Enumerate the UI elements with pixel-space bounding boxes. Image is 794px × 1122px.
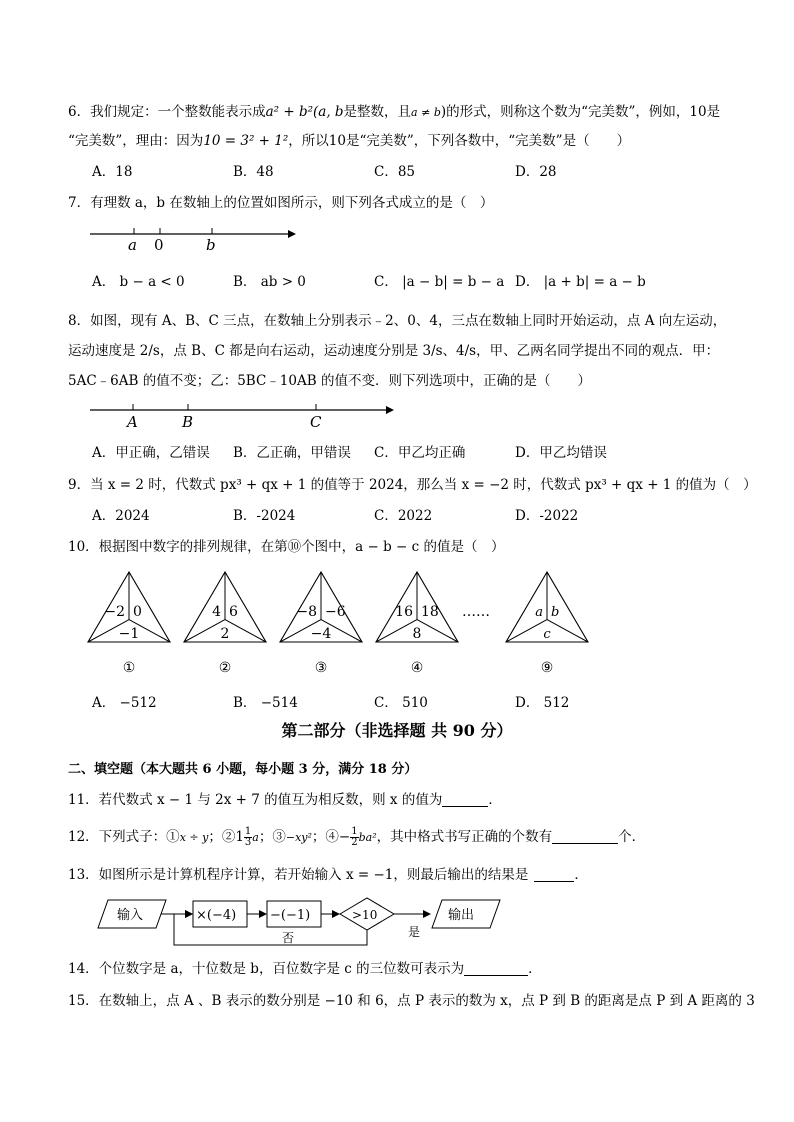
flow-cond-label: >10 bbox=[352, 908, 378, 922]
q10-value-left: 16 bbox=[395, 604, 413, 620]
q10-option-d[interactable]: D． 512 bbox=[515, 695, 570, 711]
flow-input-label: 输入 bbox=[117, 908, 144, 923]
flow-op2-label: −(−1) bbox=[270, 908, 311, 923]
q10-option-a[interactable]: A． −512 bbox=[92, 695, 157, 711]
q12-expr3: −xy² bbox=[285, 831, 312, 844]
q8-line3: 5AC﹣6AB 的值不变；乙：5BC﹣10AB 的值不变．则下列选项中，正确的是（ ） bbox=[68, 373, 591, 389]
flow-no-label: 否 bbox=[282, 931, 295, 945]
q6-text-d: “完美数”，理由：因为 bbox=[68, 133, 204, 149]
q6-text-b: 是整数，且 bbox=[343, 104, 412, 120]
q14-line bbox=[68, 960, 542, 978]
q6-option-a[interactable]: A．18 bbox=[92, 164, 133, 180]
q10-value-bottom: 2 bbox=[220, 626, 230, 642]
q6-line1 bbox=[68, 103, 720, 122]
q12-sep3: ；③ bbox=[258, 829, 286, 845]
flow-output-label: 输出 bbox=[448, 908, 475, 923]
q15-text: 15．在数轴上，点 A 、B 表示的数分别是 −10 和 6，点 P 表示的数为 x，点 P 到 B 的距离是点 P 到 A 距离的 3 bbox=[68, 993, 755, 1009]
q7-text: 7．有理数 a，b 在数轴上的位置如图所示，则下列各式成立的是（ ） bbox=[68, 195, 494, 211]
q10-figures bbox=[86, 568, 606, 686]
q10-value-right: −6 bbox=[325, 604, 346, 620]
q7-option-d[interactable]: D． |a + b| = a − b bbox=[515, 274, 646, 290]
q10-value-bottom: −1 bbox=[118, 626, 140, 642]
q13-text-a: 13．如图所示是计算机程序计算，若开始输入 x = −1，则最后输出的结果是 bbox=[68, 867, 529, 883]
section2-heading: 二、填空题（本大题共 6 小题，每小题 3 分，满分 18 分） bbox=[68, 762, 418, 777]
q10-value-left: a bbox=[535, 605, 543, 620]
q7-label-0: 0 bbox=[154, 236, 164, 252]
q6-text-e: ，所以10是“完美数”，下列各数中，“完美数”是（ ） bbox=[288, 133, 631, 149]
q12-sep2: ；②1 bbox=[208, 829, 244, 845]
q12-frac2-num: 1 bbox=[351, 826, 358, 837]
q9-option-a[interactable]: A．2024 bbox=[92, 508, 150, 524]
q12-expr4: ba² bbox=[358, 831, 377, 844]
q6-eq: 10 = 3² + 1² bbox=[203, 133, 289, 149]
q7-label-b: b bbox=[206, 236, 216, 252]
q8-line2: 运动速度是 2/s，点 B、C 都是向右运动，运动速度分别是 3/s、4/s，甲、乙两名同学提出不同的观点．甲： bbox=[68, 343, 720, 359]
q10-value-right: 0 bbox=[133, 604, 142, 620]
q13-answer-blank[interactable] bbox=[534, 867, 574, 882]
q13-text-b: ． bbox=[574, 867, 588, 883]
q10-caption: ② bbox=[218, 660, 232, 676]
q8-option-b[interactable]: B．乙正确，甲错误 bbox=[233, 445, 351, 461]
q6-cond: a ≠ b bbox=[411, 106, 441, 119]
part2-title: 第二部分（非选择题 共 90 分） bbox=[281, 721, 513, 740]
q7-option-a[interactable]: A． b − a < 0 bbox=[92, 274, 185, 290]
q12-text-a: 12．下列式子：① bbox=[68, 829, 180, 845]
q7-label-a: a bbox=[128, 236, 137, 252]
q7-option-b[interactable]: B． ab > 0 bbox=[233, 274, 306, 290]
q10-value-right: 18 bbox=[421, 604, 439, 620]
q10-value-left: −2 bbox=[104, 604, 125, 620]
q12-expr2: a bbox=[252, 831, 259, 844]
q12-frac2-den: 2 bbox=[351, 837, 358, 848]
q8-axis-arrow bbox=[386, 406, 394, 414]
q12-sep4: ；④− bbox=[311, 829, 351, 845]
q12-fraction2 bbox=[350, 827, 358, 848]
q10-text: 10．根据图中数字的排列规律，在第⑩个图中，a − b − c 的值是（ ） bbox=[68, 539, 505, 555]
q10-caption: ④ bbox=[410, 660, 424, 676]
q11-answer-blank[interactable] bbox=[442, 792, 488, 807]
q11-text-b: ． bbox=[488, 792, 502, 808]
q10-figure-5 bbox=[506, 572, 588, 676]
flow-op1-label: ×(−4) bbox=[196, 908, 237, 923]
q10-figure-3 bbox=[280, 572, 362, 676]
q6-line2 bbox=[68, 132, 630, 150]
q10-value-bottom: c bbox=[543, 627, 551, 642]
q12-text-b: ，其中格式书写正确的个数有 bbox=[376, 829, 553, 845]
q7-number-line bbox=[88, 222, 298, 252]
q8-label-b: B bbox=[182, 413, 194, 430]
q13-flowchart bbox=[96, 892, 506, 950]
q7-option-c[interactable]: C． |a − b| = b − a bbox=[374, 274, 505, 290]
q6-option-d[interactable]: D．28 bbox=[515, 164, 557, 180]
q12-expr1: x ÷ y bbox=[179, 831, 209, 844]
q12-frac1-den: 3 bbox=[244, 837, 252, 848]
q10-caption: ⑨ bbox=[540, 660, 554, 676]
q14-text-a: 14．个位数字是 a，十位数是 b，百位数字是 c 的三位数可表示为 bbox=[68, 961, 465, 977]
q6-text-c: )的形式，则称这个数为“完美数”，例如，10是 bbox=[440, 104, 721, 120]
q14-answer-blank[interactable] bbox=[464, 961, 528, 976]
q12-answer-blank[interactable] bbox=[552, 829, 618, 844]
flow-yes-label: 是 bbox=[408, 925, 421, 939]
q12-line bbox=[68, 824, 645, 851]
q10-figure-1 bbox=[88, 572, 170, 676]
q10-value-right: b bbox=[551, 605, 560, 620]
q9-option-b[interactable]: B．-2024 bbox=[233, 508, 296, 524]
q10-option-b[interactable]: B． −514 bbox=[233, 695, 298, 711]
q8-option-d[interactable]: D．甲乙均错误 bbox=[515, 445, 607, 461]
q10-value-left: 4 bbox=[212, 604, 221, 620]
q10-caption: ① bbox=[122, 660, 136, 676]
q10-dots: …… bbox=[462, 604, 490, 620]
q7-axis-arrow bbox=[288, 230, 296, 238]
q8-number-line bbox=[88, 398, 398, 430]
q10-value-bottom: −4 bbox=[310, 626, 332, 642]
q6-expr: a² + b²(a, b bbox=[265, 104, 344, 120]
q10-triangle-figures bbox=[88, 572, 588, 676]
q9-option-d[interactable]: D．-2022 bbox=[515, 508, 579, 524]
q11-line bbox=[68, 791, 502, 809]
q9-text: 9．当 x = 2 时，代数式 px³ + qx + 1 的值等于 2024，那么当 x = −2 时，代数式 px³ + qx + 1 的值为（ ） bbox=[68, 477, 757, 493]
q8-label-a: A bbox=[127, 413, 138, 430]
q8-option-c[interactable]: C．甲乙均正确 bbox=[374, 445, 466, 461]
q10-option-c[interactable]: C． 510 bbox=[374, 695, 428, 711]
q13-line bbox=[68, 866, 588, 884]
q10-figure-4 bbox=[376, 572, 458, 676]
q9-option-c[interactable]: C．2022 bbox=[374, 508, 433, 524]
q14-text-b: ． bbox=[528, 961, 542, 977]
q6-option-c[interactable]: C．85 bbox=[374, 164, 416, 180]
q8-option-a[interactable]: A．甲正确，乙错误 bbox=[92, 445, 210, 461]
q8-line1: 8．如图，现有 A、B、C 三点，在数轴上分别表示﹣2、0、4，三点在数轴上同时开始运动，点 A 向左运动， bbox=[68, 313, 727, 329]
q10-value-bottom: 8 bbox=[412, 626, 422, 642]
q8-label-c: C bbox=[310, 413, 322, 430]
q6-option-b[interactable]: B．48 bbox=[233, 164, 274, 180]
q6-text-a: 我们规定：一个整数能表示成 bbox=[90, 104, 266, 120]
q11-text-a: 11．若代数式 x − 1 与 2x + 7 的值互为相反数，则 x 的值为 bbox=[68, 792, 443, 808]
q12-text-c: 个． bbox=[618, 829, 646, 845]
q10-value-right: 6 bbox=[229, 604, 238, 620]
q12-frac1-num: 1 bbox=[244, 826, 252, 837]
q10-value-left: −8 bbox=[296, 604, 317, 620]
q10-caption: ③ bbox=[314, 660, 328, 676]
q6-number: 6． bbox=[68, 104, 91, 120]
q10-figure-2 bbox=[184, 572, 266, 676]
